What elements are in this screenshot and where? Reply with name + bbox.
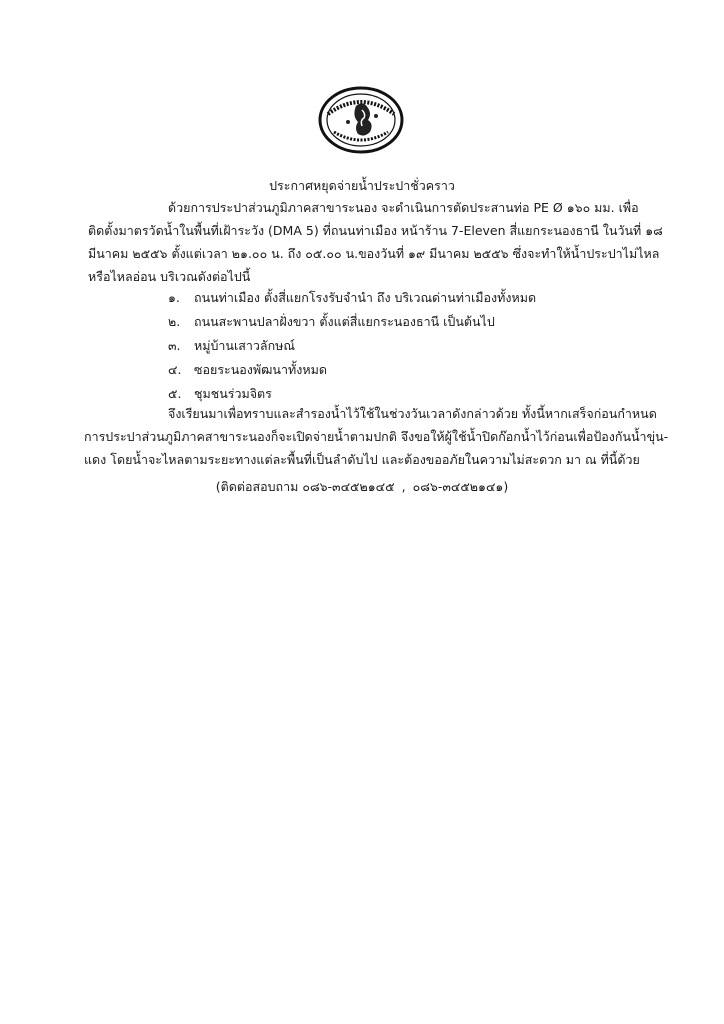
list-text: ถนนท่าเมือง ตั้งสี่แยกโรงรับจำนำ ถึง บริเวณด่านท่าเมืองทั้งหมด — [194, 290, 537, 305]
list-number: ๓. — [168, 338, 181, 353]
announcement-title: ประกาศหยุดจ่ายน้ำประปาชั่วคราว — [269, 178, 455, 193]
paragraph-line: ด้วยการประปาส่วนภูมิภาคสาขาระนอง จะดำเนินการตัดประสานท่อ PE Ø ๑๖๐ มม. เพื่อ — [168, 200, 639, 215]
paragraph-line: ติดตั้งมาตรวัดน้ำในพื้นที่เฝ้าระวัง (DMA 5) ที่ถนนท่าเมือง หน้าร้าน 7-Eleven สี่แยกระนองธานี ในวันที่ ๑๘ — [88, 223, 663, 238]
list-item — [168, 286, 536, 310]
paragraph-line: หรือไหลอ่อน บริเวณดังต่อไปนี้ — [88, 269, 251, 284]
list-number: ๒. — [168, 314, 181, 329]
phone-separator: , — [401, 479, 406, 494]
list-text: ชุมชนร่วมจิตร — [194, 386, 272, 401]
list-item — [168, 358, 536, 382]
intro-paragraph — [88, 196, 663, 288]
contact-suffix: ) — [503, 479, 509, 494]
list-number: ๕. — [168, 386, 182, 401]
phone-number-2: ๐๘๖-๓๔๕๒๑๔๑ — [412, 479, 504, 494]
list-number: ๔. — [168, 362, 182, 377]
list-number: ๑. — [168, 290, 180, 305]
list-text: หมู่บ้านเสาวลักษณ์ — [194, 338, 295, 353]
list-text: ซอยระนองพัฒนาทั้งหมด — [194, 362, 327, 377]
list-text: ถนนสะพานปลาฝั่งขวา ตั้งแต่สี่แยกระนองธานี เป็นต้นไป — [194, 314, 495, 329]
paragraph-line: แดง โดยน้ำจะไหลตามระยะทางแต่ละพื้นที่เป็นลำดับไป และต้องขออภัยในความไม่สะดวก มา ณ ที่นี้ด้วย — [84, 452, 640, 467]
contact-line — [0, 479, 724, 495]
affected-areas-list — [168, 286, 536, 406]
contact-prefix: (ติดต่อสอบถาม — [215, 479, 303, 494]
phone-number-1: ๐๘๖-๓๔๕๒๑๔๕ — [302, 479, 395, 494]
list-item — [168, 310, 536, 334]
paragraph-line: มีนาคม ๒๕๕๖ ตั้งแต่เวลา ๒๑.๐๐ น. ถึง ๐๕.๐๐ น.ของวันที่ ๑๙ มีนาคม ๒๕๕๖ ซึ่งจะทำให้น้ำประปาไม่ไหล — [88, 246, 660, 261]
provincial-waterworks-authority-seal-icon — [318, 86, 404, 154]
paragraph-line: จึงเรียนมาเพื่อทราบและสำรองน้ำไว้ใช้ในช่วงวันเวลาดังกล่าวด้วย ทั้งนี้หากเสร็จก่อนกำหนด — [168, 406, 657, 421]
list-item — [168, 334, 536, 358]
seal-logo — [318, 86, 404, 154]
closing-paragraph — [84, 402, 669, 471]
paragraph-line: การประปาส่วนภูมิภาคสาขาระนองก็จะเปิดจ่ายน้ำตามปกติ จึงขอให้ผู้ใช้น้ำปิดก๊อกน้ำไว้ก่อนเพื่อป้องกันน้ำขุ่น- — [84, 429, 669, 444]
